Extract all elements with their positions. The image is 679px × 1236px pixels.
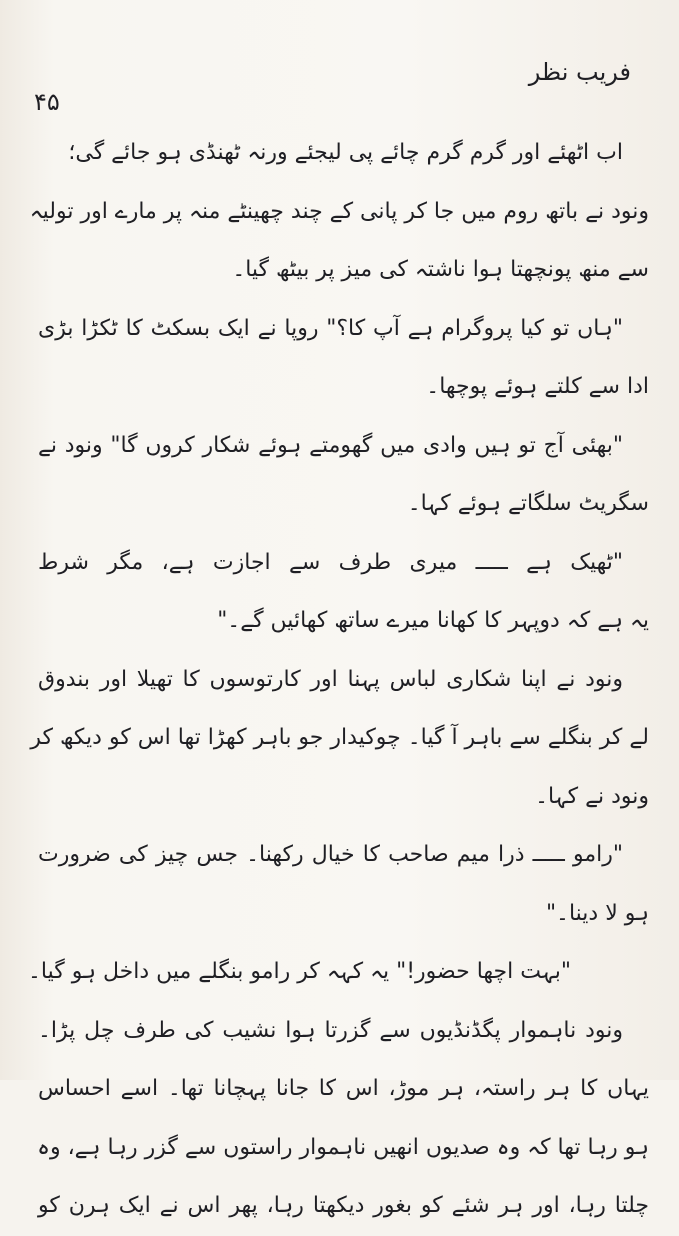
text-line: سے منھ پونچھتا ہوا ناشتہ کی میز پر بیٹھ گیا۔ [232,257,649,282]
text-line: اب اٹھئے اور گرم گرم چائے پی لیجئے ورنہ ٹھنڈی ہو جائے گی؛ [68,140,623,165]
text-line: ونود نے باتھ روم میں جا کر پانی کے چند چھینٹے منہ پر مارے اور تولیہ [29,198,649,224]
text-line: "ٹھیک ہے ـــــ میری طرف سے اجازت ہے، مگر شرط [38,549,623,575]
text-line: ہو رہا تھا کہ وہ صدیوں انھیں ناہموار راستوں سے گزر رہا ہے، وہ [37,1134,649,1160]
text-line: ونود نے کہا۔ [535,783,649,809]
text-line: یہ ہے کہ دوپہر کا کھانا میرے ساتھ کھائیں گے۔" [217,608,649,633]
page-number: ۴۵ [34,88,60,116]
text-line: یہاں کا ہر راستہ، ہر موڑ، اس کا جانا پہچانا تھا۔ اسے احساس [38,1076,649,1101]
text-line: لے کر بنگلے سے باہر آ گیا۔ چوکیدار جو باہر کھڑا تھا اس کو دیکھ کر [30,725,649,750]
text-line: چلتا رہا، اور ہر شئے کو بغور دیکھتا رہا، پھر اس نے ایک ہرن کو [38,1193,649,1218]
text-line: سگریٹ سلگاتے ہوئے کہا۔ [407,491,649,516]
text-line: ادا سے کلتے ہوئے پوچھا۔ [426,374,649,399]
text-line: "رامو ـــــ ذرا میم صاحب کا خیال رکھنا۔ جس چیز کی ضرورت [38,842,623,867]
text-line: "بہت اچھا حضور!" یہ کہہ کر رامو بنگلے میں داخل ہو گیا۔ [28,959,571,984]
body-text [28,124,649,1236]
text-line: ونود نے اپنا شکاری لباس پہنا اور کارتوسوں کا تھیلا اور بندوق [38,666,623,692]
running-head-title: فریب نظر [528,58,631,86]
text-line: ہو لا دینا۔" [545,900,649,926]
text-line: "ہاں تو کیا پروگرام ہے آپ کا؟" روپا نے ایک بسکٹ کا ٹکڑا بڑی [38,315,623,341]
text-line: ونود ناہموار پگڈنڈیوں سے گزرتا ہوا نشیب کی طرف چل پڑا۔ [38,1017,623,1043]
text-line: "بھئی آج تو ہیں وادی میں گھومتے ہوئے شکار کروں گا" ونود نے [38,432,623,458]
